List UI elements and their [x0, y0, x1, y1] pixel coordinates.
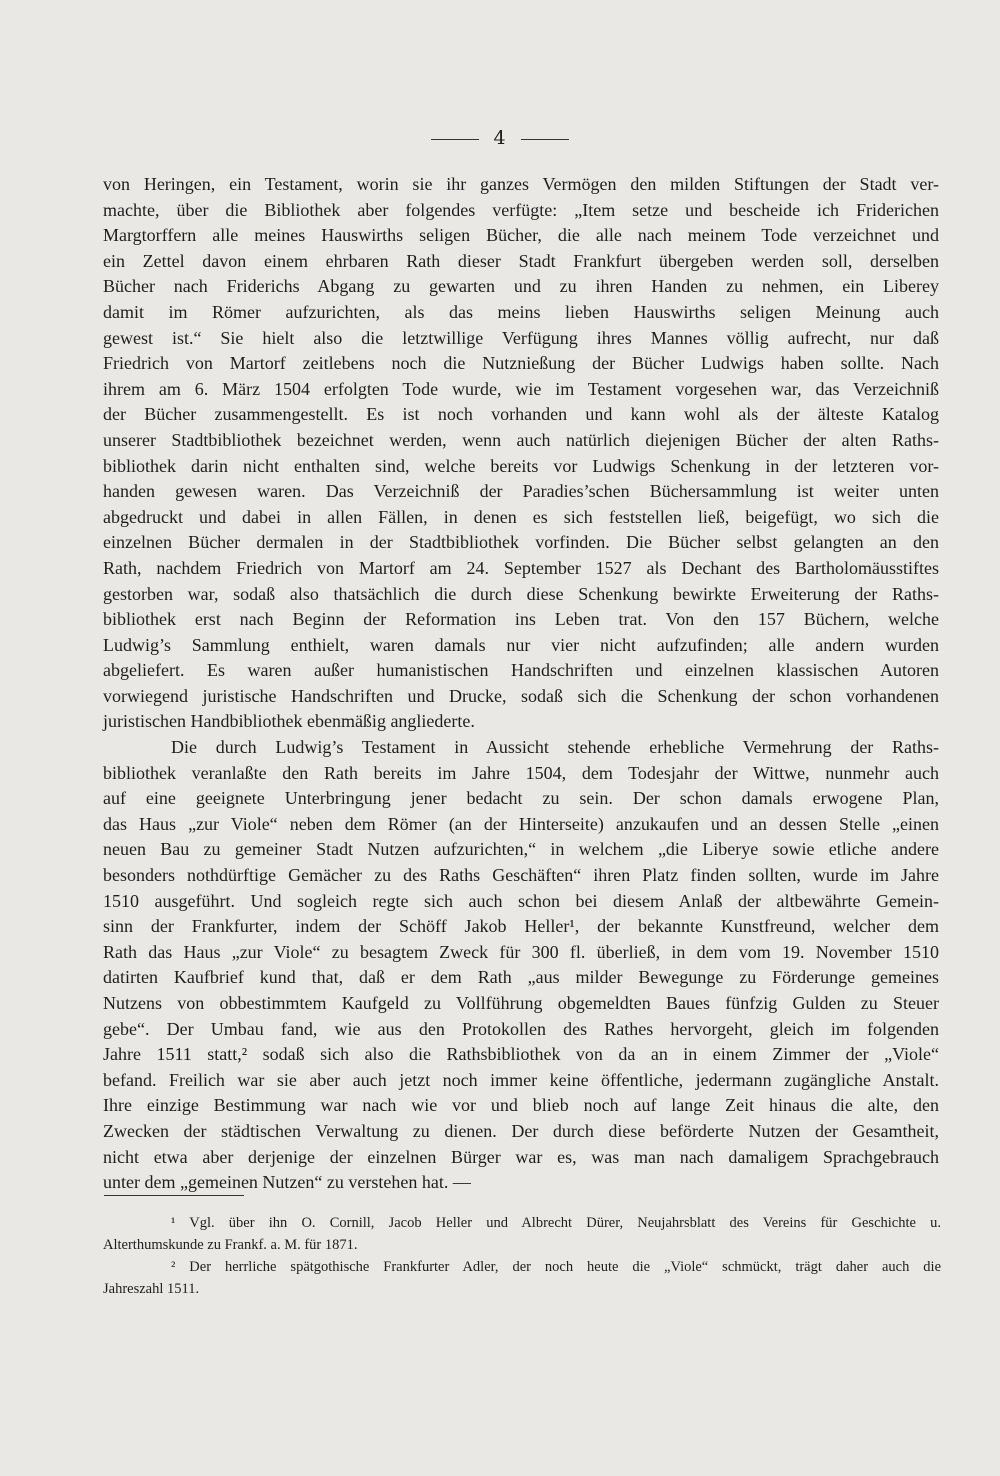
paragraph-1 — [103, 172, 939, 735]
text-line: abgeliefert. Es waren außer humanistischen Handschriften und einzelnen klassischen Autoren — [103, 660, 939, 681]
text-line: datirten Kaufbrief kund that, daß er dem Rath „aus milder Bewegunge zu Förderunge gemeines — [103, 967, 939, 988]
text-line: Zwecken der städtischen Verwaltung zu dienen. Der durch diese beförderte Nutzen der Gesamtheit, — [103, 1120, 939, 1141]
header-dash-right — [521, 139, 569, 140]
text-line: Rath, nachdem Friedrich von Martorf am 24. September 1527 als Dechant des Bartholomäusstiftes — [103, 557, 939, 578]
text-line: Ludwig’s Sammlung enthielt, waren damals nur vier nicht aufzufinden; alle andern wurden — [103, 634, 939, 655]
footnote-line: Alterthumskunde zu Frankf. a. M. für 1871. — [103, 1237, 358, 1253]
text-line: Bücher nach Friderichs Abgang zu gewarten und zu ihren Handen zu nehmen, ein Liberey — [103, 276, 939, 297]
footnotes — [103, 1212, 941, 1300]
text-line: gestorben war, sodaß also thatsächlich die durch diese Schenkung bewirkte Erweiterung der Raths- — [103, 583, 939, 604]
text-line: der Bücher zusammengestellt. Es ist noch vorhanden und kann wohl als der älteste Katalog — [103, 404, 939, 425]
text-line: bibliothek darin nicht enthalten sind, welche bereits vor Ludwigs Schenkung in der letzteren vor- — [103, 455, 939, 476]
page-header — [0, 127, 1000, 149]
text-line: damit im Römer aufzurichten, als das meins lieben Hauswirths seligen Meinung auch — [103, 301, 939, 322]
header-dash-left — [431, 139, 479, 140]
text-line: Ihre einzige Bestimmung war nach wie vor und blieb noch auf lange Zeit hinaus die alte, den — [103, 1095, 939, 1116]
text-line: besonders nothdürftige Gemächer zu des Raths Geschäften“ ihren Platz finden sollten, wurde im Jahre — [103, 865, 939, 886]
text-line: Friedrich von Martorf zeitlebens noch die Nutznießung der Bücher Ludwigs haben sollte. Nach — [103, 353, 939, 374]
footnote-2 — [103, 1256, 941, 1300]
text-line: unter dem „gemeinen Nutzen“ zu verstehen hat. — — [103, 1172, 471, 1193]
text-line: gewest ist.“ Sie hielt also die letztwillige Verfügung ihres Mannes völlig aufrecht, nur daß — [103, 327, 939, 348]
text-line: einzelnen Bücher dermalen in der Stadtbibliothek vorfinden. Die Bücher selbst gelangten an den — [103, 532, 939, 553]
text-line: befand. Freilich war sie aber auch jetzt noch immer keine öffentliche, jedermann zugängliche Anstalt. — [103, 1069, 939, 1090]
footnote-line: Jahreszahl 1511. — [103, 1281, 200, 1297]
text-line: gebe“. Der Umbau fand, wie aus den Protokollen des Rathes hervorgeht, gleich im folgenden — [103, 1018, 939, 1039]
text-line: 1510 ausgeführt. Und sogleich regte sich auch schon bei diesem Anlaß der altbewährte Gemein- — [103, 890, 939, 911]
text-line: Margtorffern alle meines Hauswirths seligen Bücher, die alle nach meinem Tode verzeichnet und — [103, 225, 939, 246]
text-line: sinn der Frankfurter, indem der Schöff Jakob Heller¹, der bekannte Kunstfreund, welcher dem — [103, 916, 939, 937]
text-line: nicht etwa aber derjenige der einzelnen Bürger war es, was man nach damaligem Sprachgebrauch — [103, 1146, 939, 1167]
text-line: juristischen Handbibliothek ebenmäßig angliederte. — [103, 711, 475, 732]
text-line: Jahre 1511 statt,² sodaß sich also die Rathsbibliothek von da an in einem Zimmer der „Viole“ — [103, 1044, 939, 1065]
body-text — [103, 172, 939, 1196]
text-line: vorwiegend juristische Handschriften und Drucke, sodaß sich die Schenkung der schon vorhandenen — [103, 685, 939, 706]
footnote-rule — [104, 1195, 244, 1196]
text-line: Nutzens von obbestimmtem Kaufgeld zu Vollführung obgemeldten Baues fünfzig Gulden zu Steuer — [103, 993, 939, 1013]
footnote-line: ¹ Vgl. über ihn O. Cornill, Jacob Heller und Albrecht Dürer, Neujahrsblatt des Vereins für Geschichte u. — [171, 1215, 941, 1231]
text-line: bibliothek erst nach Beginn der Reformation ins Leben trat. Von den 157 Büchern, welche — [103, 609, 939, 630]
text-line: ein Zettel davon einem ehrbaren Rath dieser Stadt Frankfurt übergeben werden soll, derselben — [103, 250, 939, 271]
text-line: auf eine geeignete Unterbringung jener bedacht zu sein. Der schon damals erwogene Plan, — [103, 788, 939, 809]
paragraph-2 — [103, 735, 939, 1196]
footnote-line: ² Der herrliche spätgothische Frankfurter Adler, der noch heute die „Viole“ schmückt, trägt daher auch die — [171, 1259, 941, 1275]
text-line: machte, über die Bibliothek aber folgendes verfügte: „Item setze und bescheide ich Friderichen — [103, 199, 939, 220]
text-line: von Heringen, ein Testament, worin sie ihr ganzes Vermögen den milden Stiftungen der Stadt ver- — [103, 174, 939, 194]
text-line: bibliothek veranlaßte den Rath bereits im Jahre 1504, dem Todesjahr der Wittwe, nunmehr auch — [103, 762, 939, 783]
text-line: ihrem am 6. März 1504 erfolgten Tode wurde, wie im Testament vorgesehen war, das Verzeichniß — [103, 378, 939, 399]
footnote-1 — [103, 1212, 941, 1256]
page-number: 4 — [493, 127, 507, 149]
text-line: unserer Stadtbibliothek bezeichnet werden, wenn auch natürlich diejenigen Bücher der alten Raths- — [103, 429, 939, 450]
text-line: Rath das Haus „zur Viole“ zu besagtem Zweck für 300 fl. überließ, in dem vom 19. November 1510 — [103, 941, 939, 962]
text-line: handen gewesen waren. Das Verzeichniß der Paradies’schen Büchersammlung ist weiter unten — [103, 481, 939, 502]
text-line: das Haus „zur Viole“ neben dem Römer (an der Hinterseite) anzukaufen und an dessen Stelle „einen — [103, 813, 939, 834]
text-line: Die durch Ludwig’s Testament in Aussicht stehende erhebliche Vermehrung der Raths- — [171, 737, 939, 758]
text-line: abgedruckt und dabei in allen Fällen, in denen es sich feststellen ließ, beigefügt, wo sich die — [103, 506, 939, 527]
text-line: neuen Bau zu gemeiner Stadt Nutzen aufzurichten,“ in welchem „die Liberye sowie etliche andere — [103, 839, 939, 860]
